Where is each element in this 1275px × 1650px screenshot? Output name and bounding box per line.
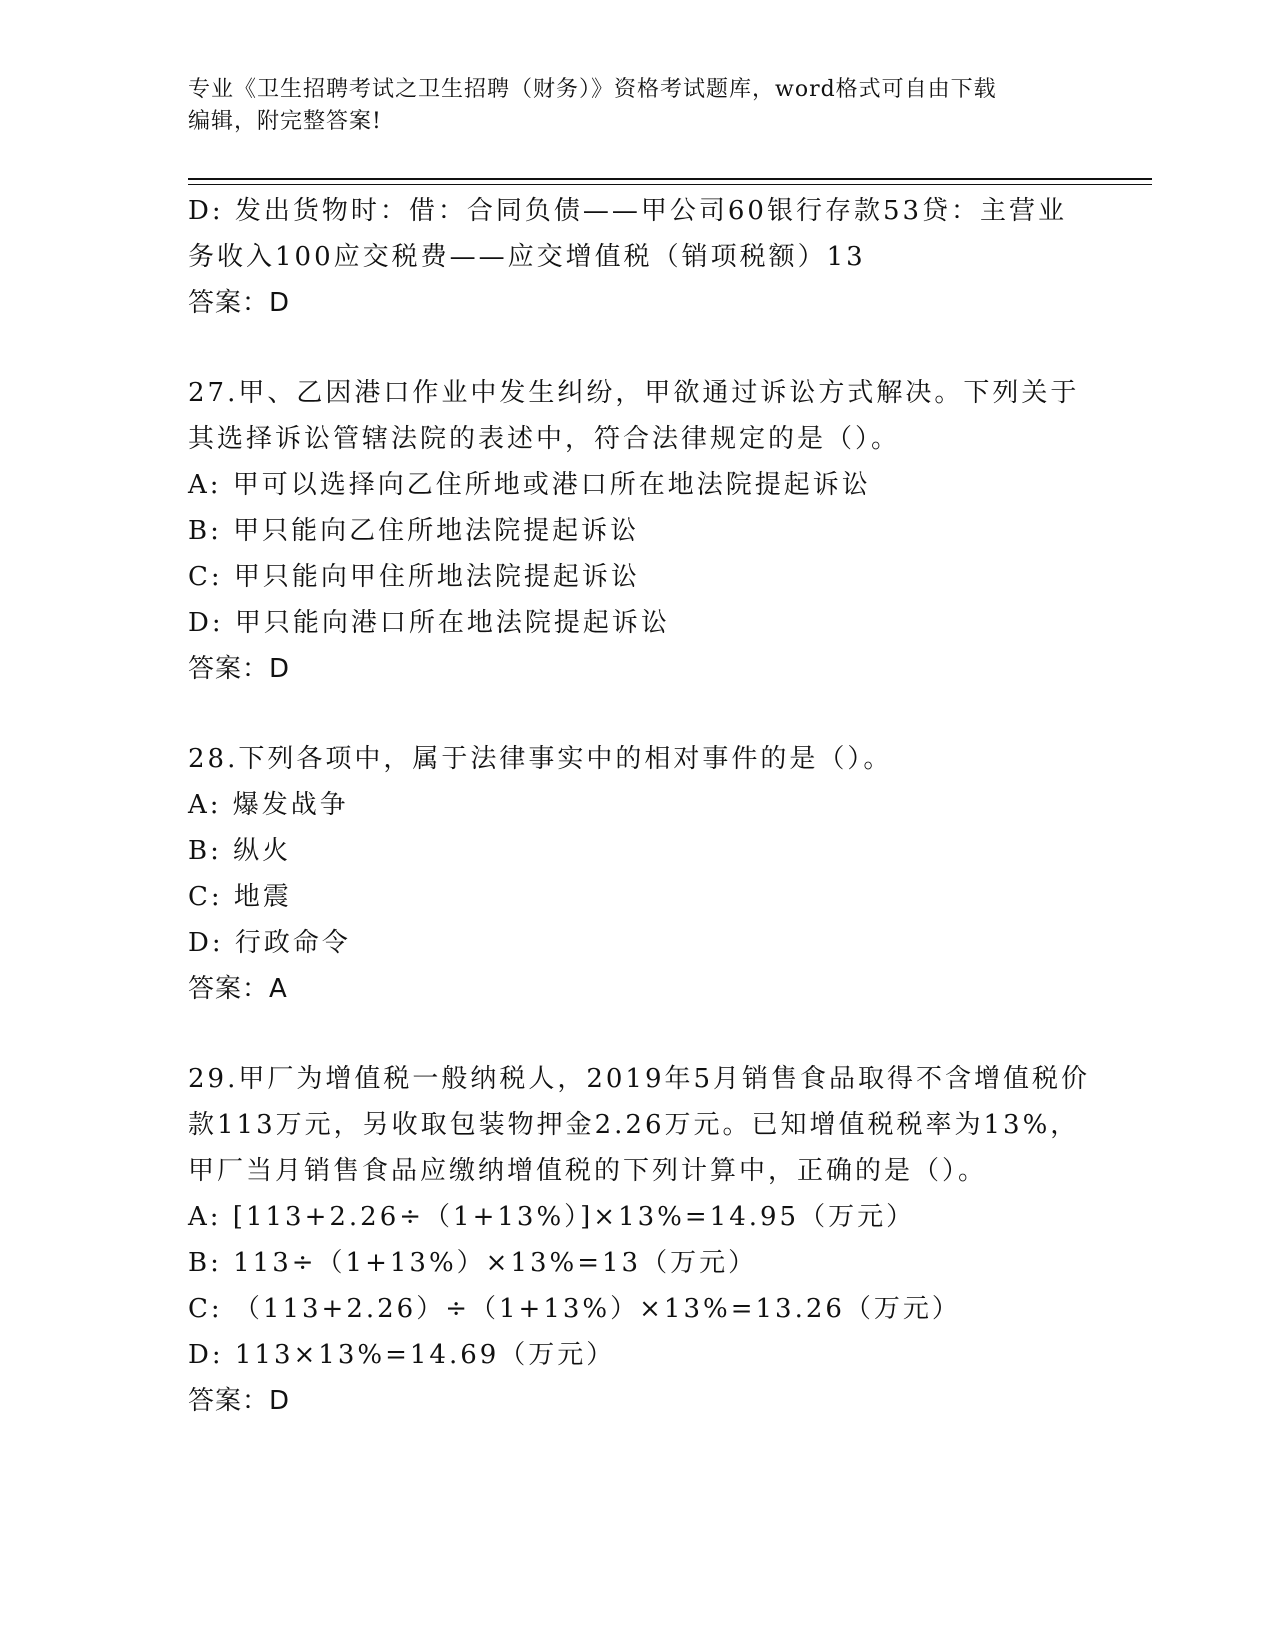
option-c: C: （113+2.26）÷（1+13%）×13%=13.26（万元） [188, 1294, 961, 1324]
answer-line: 答案：D [188, 288, 291, 318]
option-d-line-1: D: 发出货物时：借：合同负债——甲公司60银行存款53贷：主营业 [188, 196, 1068, 226]
option-b: B: 甲只能向乙住所地法院提起诉讼 [188, 516, 640, 546]
question-stem-line: 款113万元，另收取包装物押金2.26万元。已知增值税税率为13%， [188, 1110, 1080, 1140]
question-stem-line: 27.甲、乙因港口作业中发生纠纷，甲欲通过诉讼方式解决。下列关于 [188, 378, 1080, 408]
answer-line: 答案：A [188, 974, 288, 1004]
option-b: B: 113÷（1+13%）×13%=13（万元） [188, 1248, 758, 1278]
question-28 [188, 736, 1148, 1012]
question-stem-line: 甲厂当月销售食品应缴纳增值税的下列计算中，正确的是（）。 [188, 1156, 988, 1186]
question-stem-line: 29.甲厂为增值税一般纳税人，2019年5月销售食品取得不含增值税价 [188, 1064, 1091, 1094]
option-a: A: 甲可以选择向乙住所地或港口所在地法院提起诉讼 [188, 470, 871, 500]
header-line-1: 专业《卫生招聘考试之卫生招聘（财务）》资格考试题库，word格式可自由下载 [188, 77, 997, 102]
previous-question-tail [188, 188, 1148, 326]
option-c: C: 地震 [188, 882, 292, 912]
header-divider-thin [188, 184, 1152, 185]
option-d: D: 甲只能向港口所在地法院提起诉讼 [188, 608, 670, 638]
option-d: D: 113×13%=14.69（万元） [188, 1340, 616, 1370]
question-stem-line: 其选择诉讼管辖法院的表述中，符合法律规定的是（）。 [188, 424, 901, 454]
spacer [188, 1012, 1148, 1056]
option-b: B: 纵火 [188, 836, 292, 866]
document-header [188, 74, 1088, 138]
question-stem-line: 28.下列各项中，属于法律事实中的相对事件的是（）。 [188, 744, 893, 774]
option-a: A: [113+2.26÷（1+13%）]×13%=14.95（万元） [188, 1202, 916, 1232]
answer-line: 答案：D [188, 654, 291, 684]
option-a: A: 爆发战争 [188, 790, 349, 820]
header-line-2: 编辑，附完整答案! [188, 109, 382, 134]
option-d-line-2: 务收入100应交税费——应交增值税（销项税额）13 [188, 242, 866, 272]
spacer [188, 692, 1148, 736]
question-27 [188, 370, 1148, 692]
question-content [188, 188, 1148, 1424]
answer-line: 答案：D [188, 1386, 291, 1416]
question-29 [188, 1056, 1148, 1424]
option-d: D: 行政命令 [188, 928, 351, 958]
header-divider-thick [188, 178, 1152, 180]
spacer [188, 326, 1148, 370]
option-c: C: 甲只能向甲住所地法院提起诉讼 [188, 562, 640, 592]
